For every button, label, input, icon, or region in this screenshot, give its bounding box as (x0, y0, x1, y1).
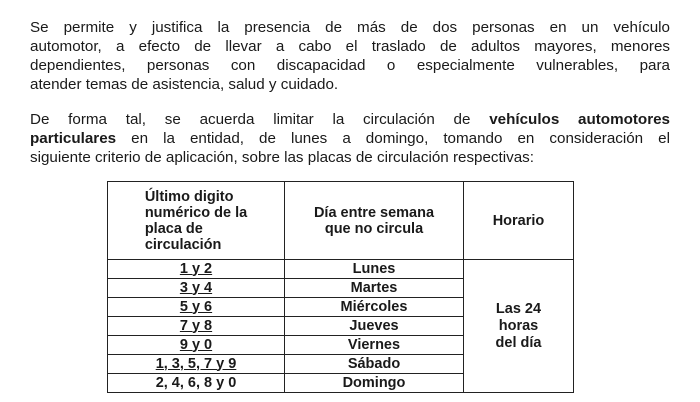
cell-day: Viernes (285, 336, 464, 355)
paragraph-text: De forma tal, se acuerda limitar la circulación de (30, 111, 490, 128)
cell-day: Domingo (285, 374, 464, 393)
cell-digits-text: 5 y 6 (179, 298, 213, 315)
cell-digits-text: 1 y 2 (179, 260, 213, 277)
cell-digits-text: 1, 3, 5, 7 y 9 (155, 355, 237, 372)
plate-restriction-table (107, 181, 574, 393)
horario-line: horas (498, 317, 539, 334)
cell-day: Martes (285, 279, 464, 298)
cell-day: Jueves (285, 317, 464, 336)
paragraph-line: dependientes, personas con discapacidad o especialmente vulnerables, para (30, 57, 670, 74)
header-weekday (285, 182, 464, 260)
header-last-digit (108, 182, 285, 260)
paragraph-line: automotor, a efecto de llevar a cabo el traslado de adultos mayores, menores (30, 38, 670, 55)
paragraph-line: Se permite y justifica la presencia de más de dos personas en un vehículo (30, 19, 670, 36)
header-line: circulación (144, 236, 222, 253)
header-line: que no circula (324, 220, 424, 237)
paragraph-vehicle-occupancy (30, 18, 670, 94)
header-line: numérico de la (144, 204, 248, 221)
paragraph-text: en la entidad, de lunes a domingo, tomando en consideración el (116, 130, 670, 147)
cell-digits (108, 355, 285, 374)
paragraph-bold-text: vehículos automotores (489, 111, 670, 128)
cell-digits (108, 336, 285, 355)
horario-line: del día (495, 334, 542, 351)
paragraph-line: siguiente criterio de aplicación, sobre las placas de circulación respectivas: (30, 149, 534, 166)
cell-digits-text: 3 y 4 (179, 279, 213, 296)
table-row (108, 260, 574, 279)
header-line: Día entre semana (313, 204, 435, 221)
cell-digits (108, 298, 285, 317)
cell-horario (464, 260, 574, 393)
cell-digits (108, 317, 285, 336)
cell-digits-text: 9 y 0 (179, 336, 213, 353)
cell-day: Miércoles (285, 298, 464, 317)
paragraph-line: atender temas de asistencia, salud y cuidado. (30, 76, 339, 93)
cell-day: Sábado (285, 355, 464, 374)
paragraph-circulation-limit (30, 110, 670, 167)
header-horario: Horario (464, 182, 574, 260)
cell-digits-text: 7 y 8 (179, 317, 213, 334)
table-header-row (108, 182, 574, 260)
cell-digits: 2, 4, 6, 8 y 0 (108, 374, 285, 393)
header-line: Último digito (144, 188, 234, 205)
paragraph-bold-text: particulares (30, 130, 117, 147)
cell-digits (108, 260, 285, 279)
paragraph-line (30, 110, 670, 129)
header-last-digit-text (145, 189, 247, 253)
header-line: placa de (144, 220, 203, 237)
cell-day: Lunes (285, 260, 464, 279)
horario-line: Las 24 (495, 300, 542, 317)
cell-digits (108, 279, 285, 298)
paragraph-line (30, 129, 670, 148)
